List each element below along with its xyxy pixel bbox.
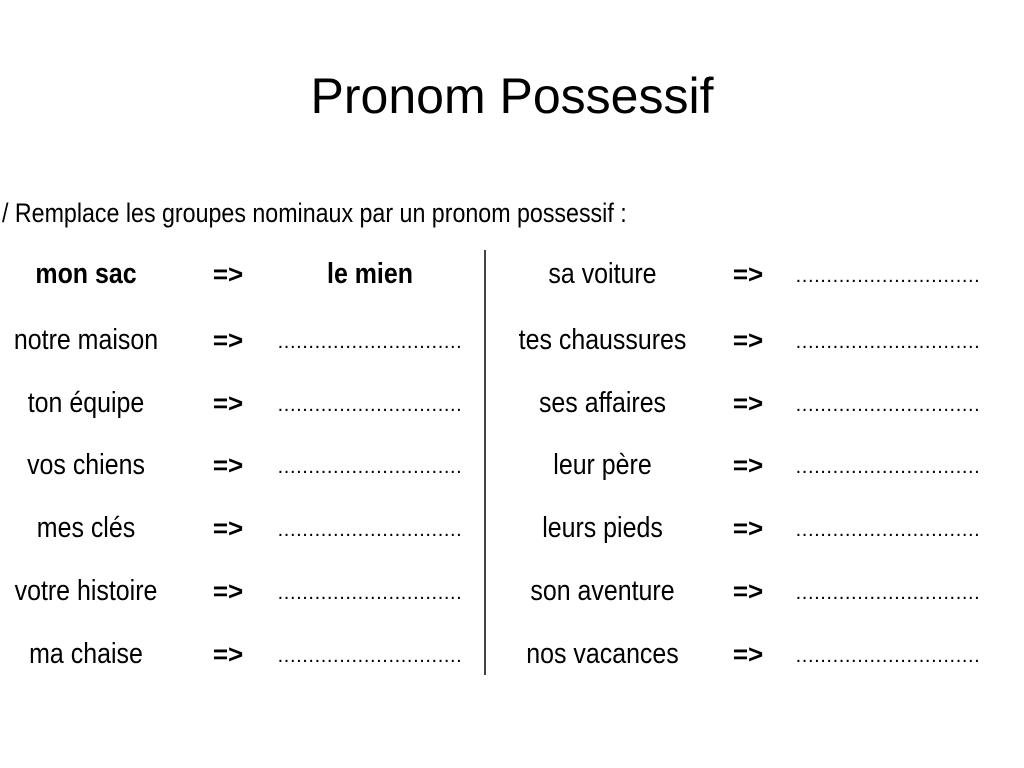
arrow: =>	[732, 388, 764, 418]
arrow: =>	[732, 639, 764, 669]
left-answer-example: le mien	[327, 258, 413, 290]
answer-blank: ..............................	[277, 456, 463, 478]
left-group: ton équipe	[27, 387, 145, 419]
arrow: =>	[212, 259, 244, 289]
exercise-worksheet	[0, 190, 1024, 690]
arrow: =>	[732, 576, 764, 606]
answer-blank: ..............................	[795, 394, 981, 416]
left-group: votre histoire	[14, 575, 158, 607]
answer-blank: ..............................	[795, 456, 981, 478]
right-group: son aventure	[530, 575, 675, 607]
arrow: =>	[732, 513, 764, 543]
arrow: =>	[732, 450, 764, 480]
arrow: =>	[212, 513, 244, 543]
right-group: ses affaires	[538, 387, 667, 419]
answer-blank: ..............................	[795, 331, 981, 353]
right-group: leurs pieds	[542, 512, 663, 544]
right-group: nos vacances	[526, 638, 679, 670]
right-group: tes chaussures	[518, 324, 687, 356]
left-group: vos chiens	[27, 449, 145, 481]
answer-blank: ..............................	[277, 394, 463, 416]
right-group: leur père	[553, 449, 652, 481]
right-group: sa voiture	[548, 258, 657, 290]
column-divider	[484, 250, 486, 675]
answer-blank: ..............................	[795, 645, 981, 667]
left-group: mes clés	[36, 512, 136, 544]
left-group: notre maison	[13, 324, 159, 356]
left-group: ma chaise	[29, 638, 143, 670]
answer-blank: ..............................	[277, 582, 463, 604]
answer-blank: ..............................	[795, 519, 981, 541]
arrow: =>	[732, 325, 764, 355]
answer-blank: ..............................	[277, 331, 463, 353]
arrow: =>	[212, 388, 244, 418]
answer-blank: ..............................	[795, 582, 981, 604]
answer-blank: ..............................	[277, 645, 463, 667]
arrow: =>	[212, 325, 244, 355]
arrow: =>	[732, 259, 764, 289]
arrow: =>	[212, 450, 244, 480]
arrow: =>	[212, 576, 244, 606]
left-group-example: mon sac	[35, 258, 137, 290]
exercise-instruction: / Remplace les groupes nominaux par un pronom possessif :	[2, 198, 627, 228]
arrow: =>	[212, 639, 244, 669]
answer-blank: ..............................	[277, 519, 463, 541]
page-title: Pronom Possessif	[310, 68, 714, 124]
answer-blank: ..............................	[795, 265, 981, 287]
